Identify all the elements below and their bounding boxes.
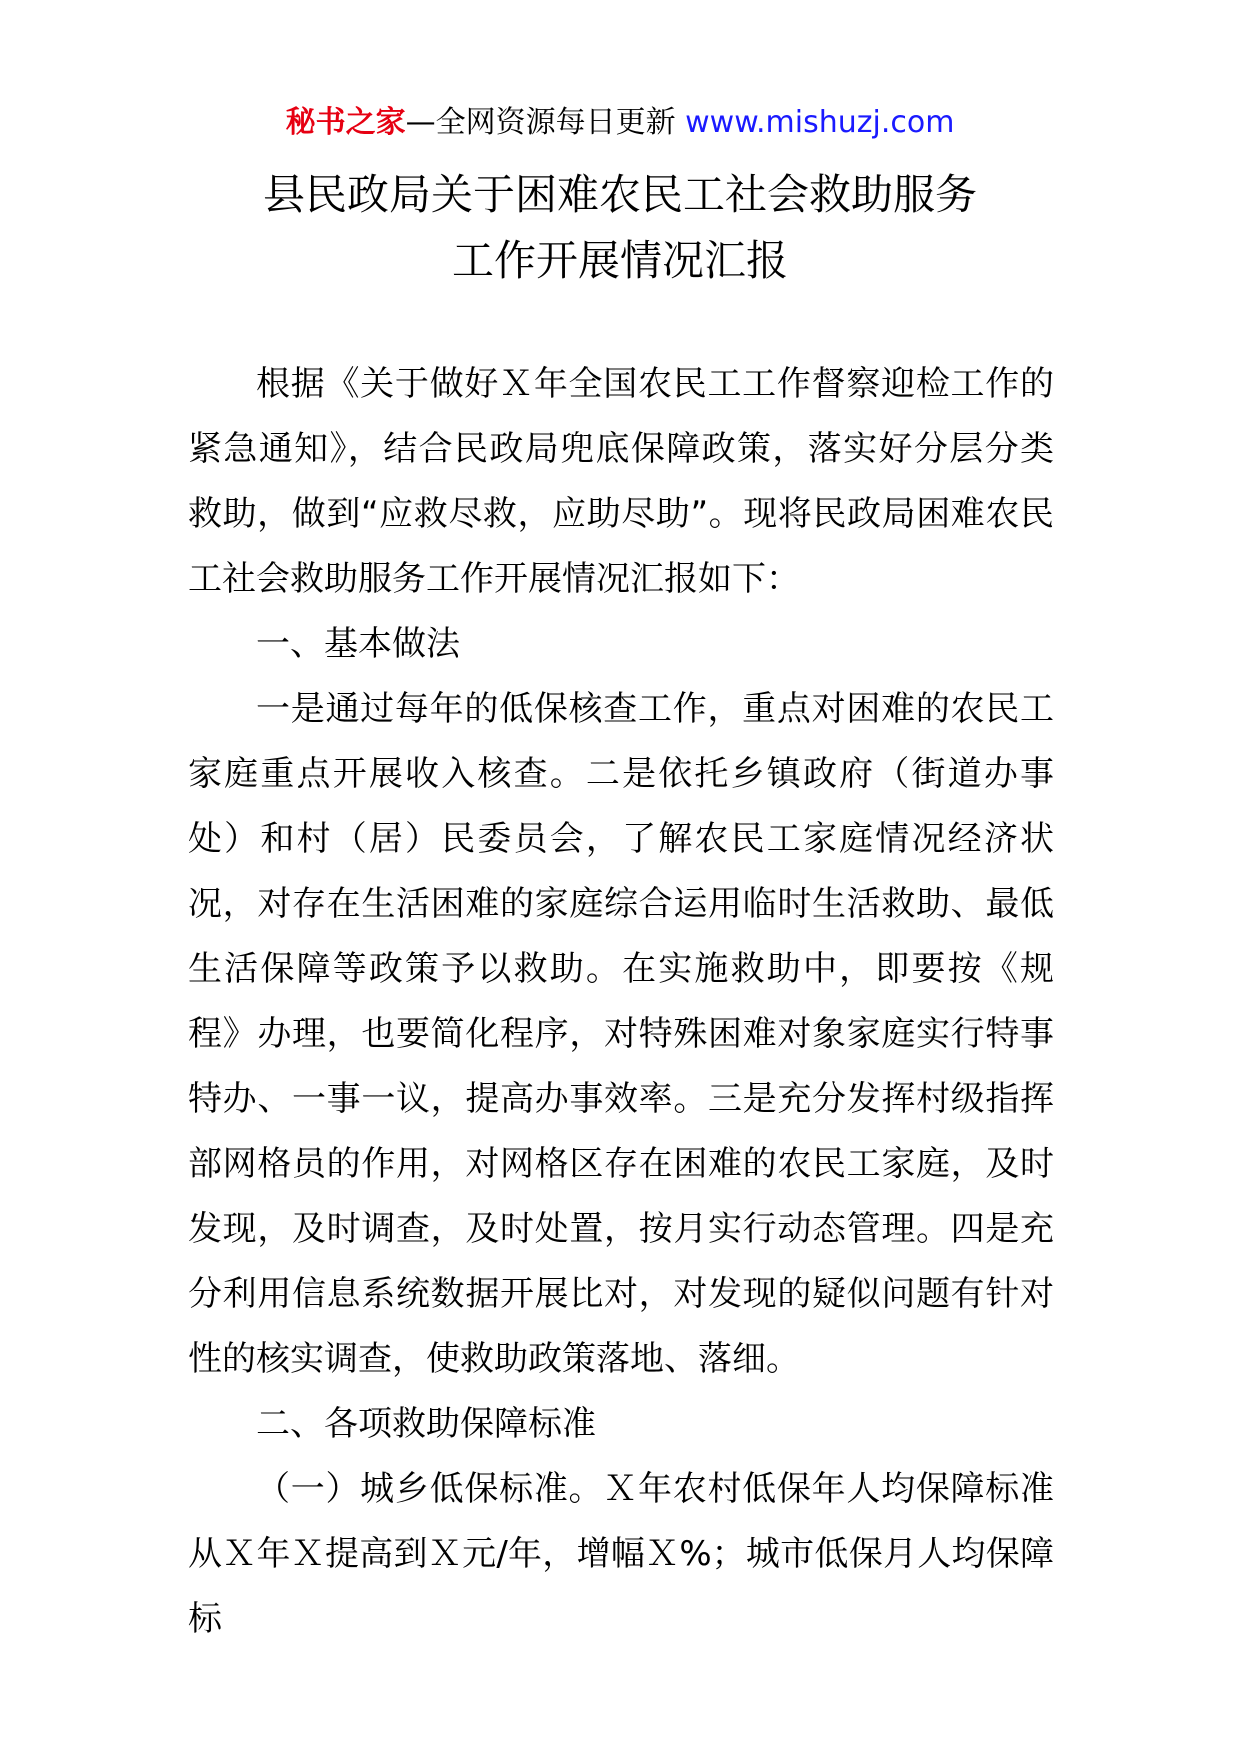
standards-paragraph: （一）城乡低保标准。Ｘ年农村低保年人均保障标准从Ｘ年Ｘ提高到Ｘ元/年，增幅Ｘ%；城市低保月人均保障标 <box>188 1469 1054 1639</box>
title-line-2: 工作开展情况汇报 <box>451 236 788 285</box>
section-heading-basic-practice: 一、基本做法 <box>256 624 460 664</box>
brand-name: 秘书之家 <box>285 105 406 140</box>
intro-paragraph: 根据《关于做好Ｘ年全国农民工工作督察迎检工作的紧急通知》，结合民政局兜底保障政策，落实好分层分类救助，做到“应救尽救，应助尽助”。现将民政局困难农民工社会救助服务工作开展情况汇报如下： <box>188 364 1054 599</box>
site-url-link[interactable]: www.mishuzj.com <box>685 105 955 140</box>
section-heading-standards: 二、各项救助保障标准 <box>256 1404 596 1444</box>
brand-slogan: —全网资源每日更新 <box>405 105 676 140</box>
site-banner <box>0 100 1240 146</box>
title-line-1: 县民政局关于困难农民工社会救助服务 <box>262 170 977 219</box>
document-body <box>188 352 1054 1652</box>
basic-practice-paragraph: 一是通过每年的低保核查工作，重点对困难的农民工家庭重点开展收入核查。二是依托乡镇政府（街道办事处）和村（居）民委员会，了解农民工家庭情况经济状况，对存在生活困难的家庭综合运用临时生活救助、最低生活保障等政策予以救助。在实施救助中，即要按《规程》办理，也要简化程序，对特殊困难对象家庭实行特事特办、一事一议，提高办事效率。三是充分发挥村级指挥部网格员的作用，对网格区存在困难的农民工家庭，及时发现，及时调查，及时处置，按月实行动态管理。四是充分利用信息系统数据开展比对，对发现的疑似问题有针对性的核实调查，使救助政策落地、落细。 <box>188 689 1054 1379</box>
document-title <box>0 162 1240 294</box>
